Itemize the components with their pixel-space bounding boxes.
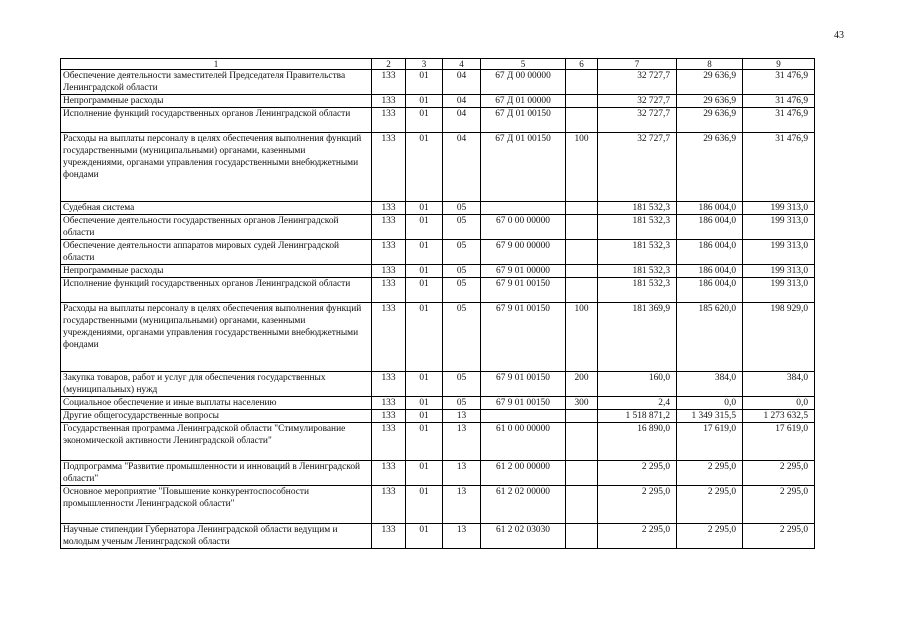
- row-code-admin: 133: [372, 410, 406, 423]
- row-name: Обеспечение деятельности заместителей Председателя Правительства Ленинградской области: [61, 70, 372, 95]
- row-value-2: 32 727,7: [598, 133, 677, 202]
- row-value-3: 384,0: [677, 372, 743, 397]
- row-value-4: 198 929,0: [743, 303, 815, 372]
- row-value-2: 32 727,7: [598, 95, 677, 108]
- row-code-subsection: 05: [443, 240, 481, 265]
- row-value-3: 17 619,0: [677, 423, 743, 461]
- row-code-type: [566, 202, 598, 215]
- table-row: [61, 461, 815, 486]
- row-code-section: 01: [406, 95, 443, 108]
- table-row: [61, 265, 815, 278]
- row-name: Научные стипендии Губернатора Ленинградской области ведущим и молодым ученым Ленинградской области: [61, 524, 372, 549]
- row-code-target: 61 2 02 00000: [481, 486, 566, 524]
- row-code-type: [566, 423, 598, 461]
- row-code-type: [566, 410, 598, 423]
- row-code-target: 67 9 01 00150: [481, 372, 566, 397]
- table-row: [61, 202, 815, 215]
- row-value-2: 16 890,0: [598, 423, 677, 461]
- row-code-target: 67 9 01 00000: [481, 265, 566, 278]
- row-code-admin: 133: [372, 397, 406, 410]
- row-code-admin: 133: [372, 215, 406, 240]
- row-value-3: 2 295,0: [677, 486, 743, 524]
- row-value-4: 0,0: [743, 397, 815, 410]
- row-code-section: 01: [406, 278, 443, 303]
- row-code-target: 67 9 01 00150: [481, 303, 566, 372]
- row-code-admin: 133: [372, 95, 406, 108]
- row-code-section: 01: [406, 265, 443, 278]
- row-value-3: 185 620,0: [677, 303, 743, 372]
- row-code-section: 01: [406, 133, 443, 202]
- budget-table: [60, 58, 815, 549]
- row-value-3: 186 004,0: [677, 215, 743, 240]
- row-code-type: [566, 70, 598, 95]
- row-code-subsection: 05: [443, 278, 481, 303]
- row-value-3: 0,0: [677, 397, 743, 410]
- row-value-4: 2 295,0: [743, 461, 815, 486]
- row-code-section: 01: [406, 108, 443, 133]
- col-header: 1: [61, 59, 372, 70]
- row-code-target: 67 0 00 00000: [481, 215, 566, 240]
- row-code-subsection: 04: [443, 95, 481, 108]
- row-code-subsection: 04: [443, 133, 481, 202]
- table-row: [61, 303, 815, 372]
- row-value-2: 2 295,0: [598, 524, 677, 549]
- col-header: 2: [372, 59, 406, 70]
- col-header: 6: [566, 59, 598, 70]
- row-code-admin: 133: [372, 372, 406, 397]
- row-name: Государственная программа Ленинградской области "Стимулирование экономической активности Ленинградской области": [61, 423, 372, 461]
- row-code-target: 61 2 02 03030: [481, 524, 566, 549]
- row-code-admin: 133: [372, 461, 406, 486]
- row-value-3: 29 636,9: [677, 70, 743, 95]
- row-value-2: 2 295,0: [598, 486, 677, 524]
- row-code-admin: 133: [372, 108, 406, 133]
- col-header: 9: [743, 59, 815, 70]
- row-value-3: 2 295,0: [677, 524, 743, 549]
- row-code-target: 67 Д 00 00000: [481, 70, 566, 95]
- row-code-type: [566, 461, 598, 486]
- table-row: [61, 410, 815, 423]
- row-code-section: 01: [406, 303, 443, 372]
- row-value-2: 2 295,0: [598, 461, 677, 486]
- row-code-admin: 133: [372, 303, 406, 372]
- row-code-admin: 133: [372, 133, 406, 202]
- row-code-subsection: 05: [443, 397, 481, 410]
- row-name: Непрограммные расходы: [61, 95, 372, 108]
- row-value-4: 31 476,9: [743, 108, 815, 133]
- row-code-admin: 133: [372, 423, 406, 461]
- table-row: [61, 372, 815, 397]
- table-row: [61, 423, 815, 461]
- table-row: [61, 397, 815, 410]
- row-value-3: 186 004,0: [677, 265, 743, 278]
- row-value-3: 186 004,0: [677, 240, 743, 265]
- row-code-target: 67 9 00 00000: [481, 240, 566, 265]
- row-code-admin: 133: [372, 265, 406, 278]
- col-header: 8: [677, 59, 743, 70]
- row-name: Исполнение функций государственных органов Ленинградской области: [61, 108, 372, 133]
- row-value-2: 32 727,7: [598, 70, 677, 95]
- row-code-target: [481, 202, 566, 215]
- row-code-subsection: 04: [443, 108, 481, 133]
- row-name: Судебная система: [61, 202, 372, 215]
- row-value-4: 2 295,0: [743, 486, 815, 524]
- row-value-3: 29 636,9: [677, 133, 743, 202]
- row-code-subsection: 05: [443, 215, 481, 240]
- row-code-subsection: 13: [443, 524, 481, 549]
- page-number: 43: [834, 30, 844, 41]
- header-row: [61, 59, 815, 70]
- row-value-3: 186 004,0: [677, 278, 743, 303]
- row-value-2: 181 532,3: [598, 240, 677, 265]
- row-value-2: 181 532,3: [598, 265, 677, 278]
- row-code-section: 01: [406, 397, 443, 410]
- row-value-3: 186 004,0: [677, 202, 743, 215]
- row-name: Исполнение функций государственных органов Ленинградской области: [61, 278, 372, 303]
- row-code-subsection: 05: [443, 202, 481, 215]
- row-code-admin: 133: [372, 240, 406, 265]
- row-code-subsection: 13: [443, 461, 481, 486]
- row-code-subsection: 13: [443, 423, 481, 461]
- row-code-subsection: 13: [443, 486, 481, 524]
- row-value-3: 2 295,0: [677, 461, 743, 486]
- row-code-section: 01: [406, 486, 443, 524]
- row-name: Непрограммные расходы: [61, 265, 372, 278]
- row-value-2: 181 369,9: [598, 303, 677, 372]
- row-name: Закупка товаров, работ и услуг для обеспечения государственных (муниципальных) нужд: [61, 372, 372, 397]
- row-value-4: 199 313,0: [743, 278, 815, 303]
- row-code-target: [481, 410, 566, 423]
- row-code-section: 01: [406, 215, 443, 240]
- row-code-section: 01: [406, 70, 443, 95]
- row-code-admin: 133: [372, 524, 406, 549]
- row-value-2: 181 532,3: [598, 202, 677, 215]
- row-value-4: 199 313,0: [743, 240, 815, 265]
- table-row: [61, 240, 815, 265]
- row-value-2: 181 532,3: [598, 215, 677, 240]
- row-code-type: 200: [566, 372, 598, 397]
- row-value-3: 29 636,9: [677, 108, 743, 133]
- table-row: [61, 278, 815, 303]
- row-code-subsection: 04: [443, 70, 481, 95]
- row-value-2: 181 532,3: [598, 278, 677, 303]
- row-code-section: 01: [406, 524, 443, 549]
- row-code-type: [566, 240, 598, 265]
- table-row: [61, 95, 815, 108]
- row-code-target: 67 9 01 00150: [481, 278, 566, 303]
- row-name: Социальное обеспечение и иные выплаты населению: [61, 397, 372, 410]
- row-code-target: 61 2 00 00000: [481, 461, 566, 486]
- row-code-subsection: 05: [443, 265, 481, 278]
- row-code-type: [566, 524, 598, 549]
- row-value-2: 1 518 871,2: [598, 410, 677, 423]
- col-header: 7: [598, 59, 677, 70]
- row-name: Обеспечение деятельности аппаратов мировых судей Ленинградской области: [61, 240, 372, 265]
- row-value-3: 29 636,9: [677, 95, 743, 108]
- row-code-subsection: 13: [443, 410, 481, 423]
- row-value-4: 199 313,0: [743, 202, 815, 215]
- row-value-4: 199 313,0: [743, 215, 815, 240]
- row-code-type: [566, 95, 598, 108]
- row-code-section: 01: [406, 202, 443, 215]
- row-value-4: 31 476,9: [743, 70, 815, 95]
- table-row: [61, 133, 815, 202]
- row-name: Расходы на выплаты персоналу в целях обеспечения выполнения функций государственными (муниципальными) органами, казенными учреждениями, органами управления государственными внебюджетными фондами: [61, 133, 372, 202]
- row-code-section: 01: [406, 372, 443, 397]
- row-value-2: 32 727,7: [598, 108, 677, 133]
- row-code-subsection: 05: [443, 303, 481, 372]
- col-header: 3: [406, 59, 443, 70]
- row-code-type: [566, 108, 598, 133]
- row-code-admin: 133: [372, 278, 406, 303]
- row-code-target: 67 Д 01 00000: [481, 95, 566, 108]
- row-value-4: 17 619,0: [743, 423, 815, 461]
- row-value-4: 199 313,0: [743, 265, 815, 278]
- row-name: Другие общегосударственные вопросы: [61, 410, 372, 423]
- table-row: [61, 215, 815, 240]
- row-code-type: [566, 278, 598, 303]
- row-name: Расходы на выплаты персоналу в целях обеспечения выполнения функций государственными (муниципальными) органами, казенными учреждениями, органами управления государственными внебюджетными фондами: [61, 303, 372, 372]
- row-code-section: 01: [406, 240, 443, 265]
- row-code-admin: 133: [372, 486, 406, 524]
- row-code-type: 100: [566, 303, 598, 372]
- row-value-2: 160,0: [598, 372, 677, 397]
- row-name: Обеспечение деятельности государственных органов Ленинградской области: [61, 215, 372, 240]
- row-value-2: 2,4: [598, 397, 677, 410]
- row-value-3: 1 349 315,5: [677, 410, 743, 423]
- row-code-subsection: 05: [443, 372, 481, 397]
- row-code-target: 67 Д 01 00150: [481, 108, 566, 133]
- row-value-4: 1 273 632,5: [743, 410, 815, 423]
- row-code-admin: 133: [372, 70, 406, 95]
- row-code-type: [566, 215, 598, 240]
- row-value-4: 31 476,9: [743, 133, 815, 202]
- row-value-4: 31 476,9: [743, 95, 815, 108]
- table-row: [61, 524, 815, 549]
- row-value-4: 2 295,0: [743, 524, 815, 549]
- row-code-target: 67 9 01 00150: [481, 397, 566, 410]
- table-row: [61, 108, 815, 133]
- row-code-section: 01: [406, 410, 443, 423]
- row-code-type: 300: [566, 397, 598, 410]
- row-code-target: 61 0 00 00000: [481, 423, 566, 461]
- table-row: [61, 70, 815, 95]
- table-row: [61, 486, 815, 524]
- col-header: 4: [443, 59, 481, 70]
- row-code-type: [566, 486, 598, 524]
- row-name: Основное мероприятие "Повышение конкурентоспособности промышленности Ленинградской области": [61, 486, 372, 524]
- col-header: 5: [481, 59, 566, 70]
- row-code-type: [566, 265, 598, 278]
- row-value-4: 384,0: [743, 372, 815, 397]
- row-code-type: 100: [566, 133, 598, 202]
- row-code-section: 01: [406, 461, 443, 486]
- row-code-section: 01: [406, 423, 443, 461]
- row-code-target: 67 Д 01 00150: [481, 133, 566, 202]
- row-code-admin: 133: [372, 202, 406, 215]
- row-name: Подпрограмма "Развитие промышленности и инноваций в Ленинградской области": [61, 461, 372, 486]
